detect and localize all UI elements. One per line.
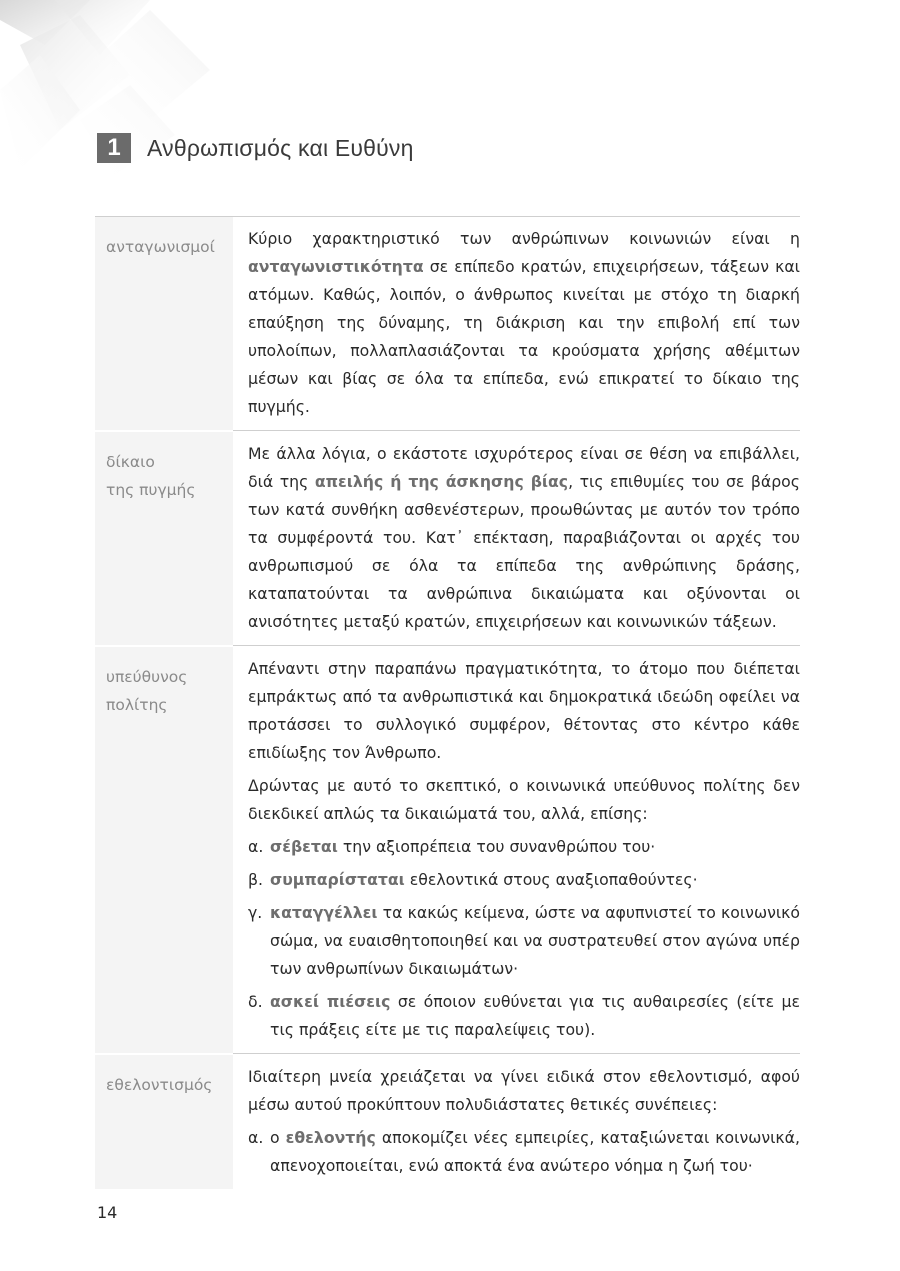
content-table [95,216,800,1189]
list-item: γ. καταγγέλλει τα κακώς κείμενα, ώστε να αφυπνιστεί το κοινωνικό σώμα, να ευαισθητοποιηθεί και να συστρατευθεί στον αγώνα υπέρ των ανθρωπίνων δικαιωμάτων· [248,903,800,978]
paragraph: Δρώντας με αυτό το σκεπτικό, ο κοινωνικά υπεύθυνος πολίτης δεν διεκδικεί απλώς τα δικαιώματά του, αλλά, επίσης: [248,776,800,823]
highlighted-term: εθελοντής [285,1128,376,1147]
decorative-corner-graphic [0,0,240,200]
list-item: α. ο εθελοντής αποκομίζει νέες εμπειρίες, καταξιώνεται κοινωνικά, απενοχοποιείται, ενώ αποκτά ένα ανώτερο νόημα η ζωή του· [248,1128,800,1175]
margin-keyword: υπεύθυνος πολίτης [95,647,233,1053]
highlighted-term: σέβεται [270,837,338,856]
section-body [233,1055,800,1189]
section-dikaio-pygmis [95,432,800,645]
list-item: δ. ασκεί πιέσεις σε όποιον ευθύνεται για τις αυθαιρεσίες (είτε με τις πράξεις είτε με τις παραλείψεις του). [248,992,800,1039]
chapter-number-badge: 1 [97,133,131,163]
paragraph: Κύριο χαρακτηριστικό των ανθρώπινων κοινωνιών είναι η ανταγωνιστικότητα σε επίπεδο κρατών, επιχειρήσεων, τάξεων και ατόμων. Καθώς, λοιπόν, ο άνθρωπος κινείται με στόχο τη διαρκή επαύξηση της δύναμης, τη διάκριση και την επιβολή επί των υπολοίπων, πολλαπλασιάζονται τα κρούσματα χρήσης αθέμιτων μέσων και βίας σε όλα τα επίπεδα, ενώ επικρατεί το δίκαιο της πυγμής. [248,229,800,416]
margin-keyword: εθελοντισμός [95,1055,233,1189]
highlighted-term: ανταγωνιστικότητα [248,257,424,276]
section-ypeythynos-polites [95,647,800,1053]
section-body [233,432,800,645]
paragraph: Απέναντι στην παραπάνω πραγματικότητα, το άτομο που διέπεται εμπράκτως από τα ανθρωπιστικά και δημοκρατικά ιδεώδη οφείλει να προτάσσει το συλλογικό συμφέρον, θέτοντας στο κέντρο κάθε επιδίωξης τον Άνθρωπο. [248,659,800,762]
section-body [233,217,800,430]
page-number: 14 [97,1203,118,1222]
section-body [233,647,800,1053]
highlighted-term: απειλής ή της άσκησης βίας [314,472,569,491]
section-ethelontismos [95,1055,800,1189]
list-item: α. σέβεται την αξιοπρέπεια του συνανθρώπου του· [248,837,656,856]
margin-keyword: δίκαιο της πυγμής [95,432,233,645]
paragraph: Με άλλα λόγια, ο εκάστοτε ισχυρότερος είναι σε θέση να επιβάλλει, διά της απειλής ή της άσκησης βίας, τις επιθυμίες του σε βάρος των κατά συνθήκη ασθενέστερων, προωθώντας με αυτόν τον τρόπο τα συμφέροντά του. Κατ᾽ επέκταση, παραβιάζονται οι αρχές του ανθρωπισμού σε όλα τα επίπεδα της ανθρώπινης δράσης, καταπατούνται τα ανθρώπινα δικαιώματα και οξύνονται οι ανισότητες μεταξύ κρατών, επιχειρήσεων και κοινωνικών τάξεων. [248,444,800,631]
highlighted-term: καταγγέλλει [270,903,378,922]
margin-keyword: ανταγωνισμοί [95,217,233,430]
chapter-title: Ανθρωπισμός και Ευθύνη [147,134,414,161]
section-antagonismoi [95,216,800,430]
highlighted-term: ασκεί πιέσεις [270,992,391,1011]
highlighted-term: συμπαρίσταται [270,870,405,889]
chapter-header [97,133,414,163]
paragraph: Ιδιαίτερη μνεία χρειάζεται να γίνει ειδικά στον εθελοντισμό, αφού μέσω αυτού προκύπτουν πολυδιάστατες θετικές συνέπειες: [248,1067,800,1114]
list-item: β. συμπαρίσταται εθελοντικά στους αναξιοπαθούντες· [248,870,698,889]
